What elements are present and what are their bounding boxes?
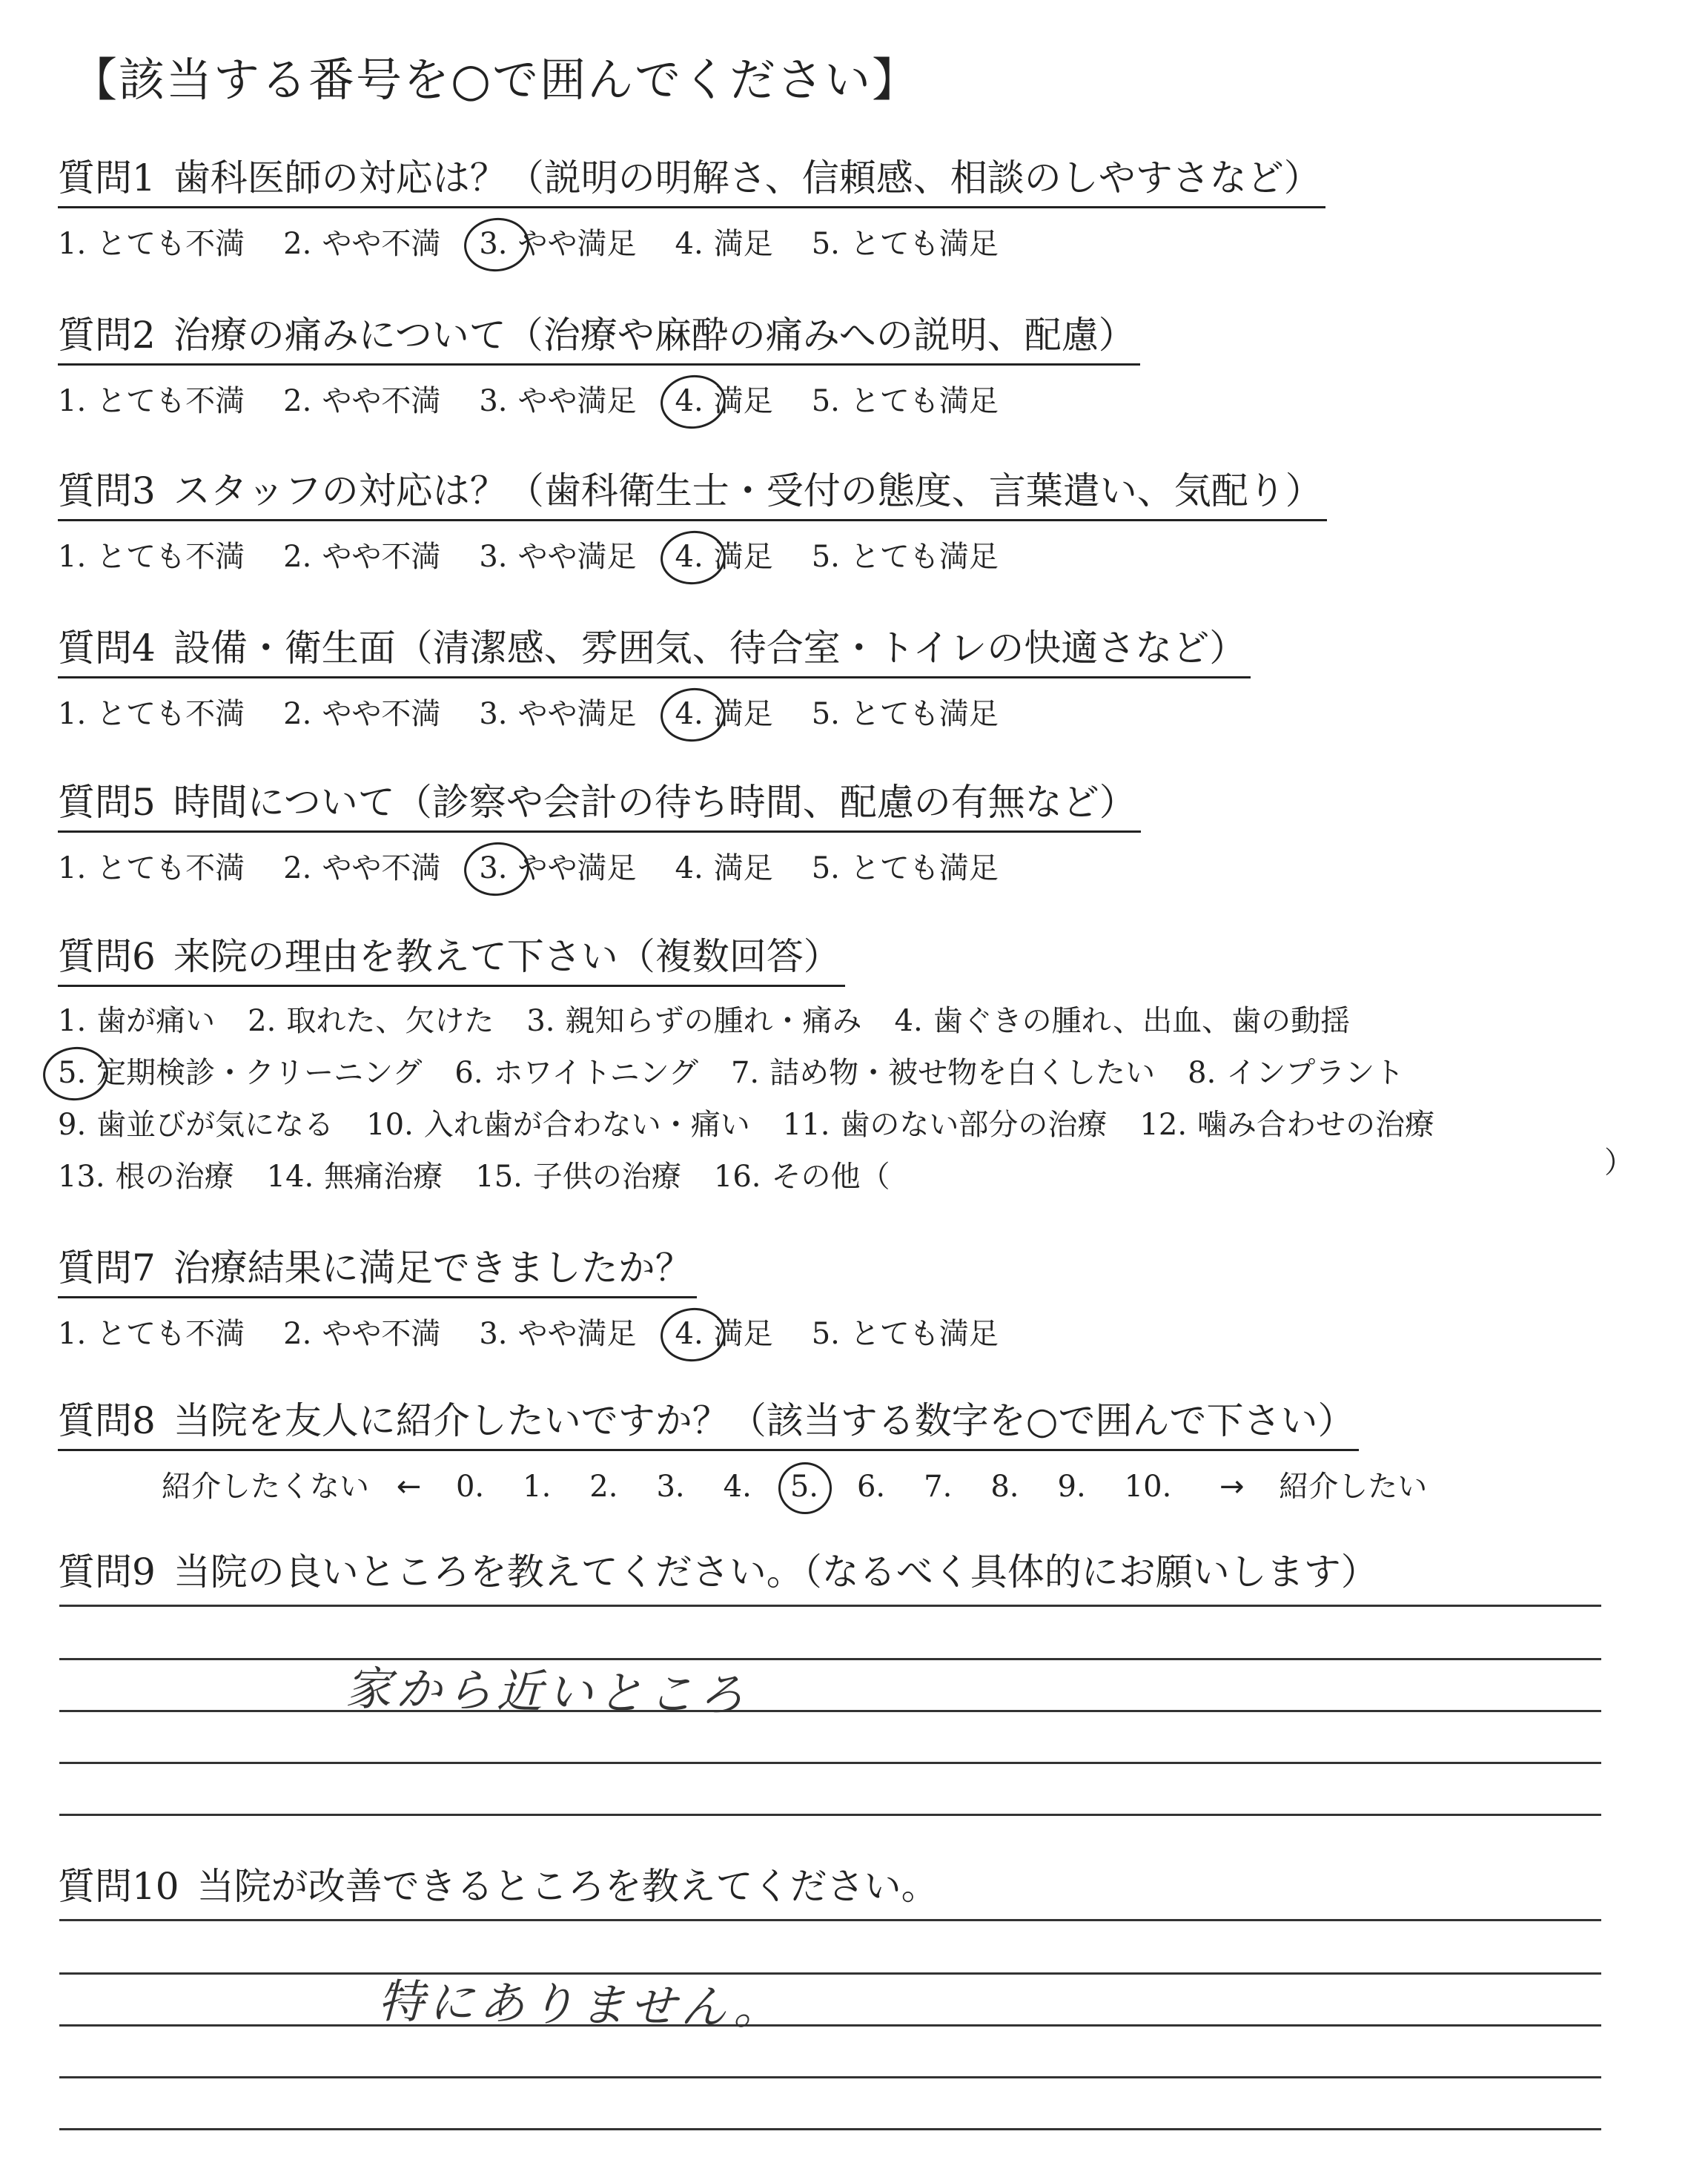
option-label: やや不満 [322,540,441,574]
option-label: とても満足 [850,851,999,885]
option-number: 8. [1188,1056,1217,1090]
option-number: 15. [475,1160,523,1194]
question-6-options [58,997,1467,1195]
question-title [58,618,1251,678]
rating-option-1[interactable] [58,220,245,262]
rating-option-3[interactable] [479,845,636,887]
answer-line [59,2024,1601,2027]
scale-right-label: 紹介したい [1279,1470,1428,1504]
option-number: 1. [58,540,87,574]
reason-option[interactable] [454,1049,698,1091]
question-title [58,461,1327,521]
rating-option-3[interactable] [479,220,636,262]
option-label: 歯ぐきの腫れ、出血、歯の動揺 [933,1004,1351,1038]
option-label: やや満足 [517,1317,637,1351]
answer-line [59,1605,1601,1607]
option-label: やや満足 [517,851,637,885]
question-title [58,148,1325,208]
question-number: 質問6 [58,935,156,978]
option-number: 1. [58,697,87,731]
option-label: ホワイトニング [493,1056,698,1090]
option-label: 満足 [713,384,773,418]
option-number: 3. [479,1317,508,1351]
option-number: 13. [58,1160,105,1194]
option-label: 歯が痛い [96,1004,216,1038]
option-label: 満足 [713,697,773,731]
question-10-title [58,1857,939,1910]
option-label: インプラント [1226,1056,1405,1090]
question-text: 治療結果に満足できましたか？ [173,1246,692,1289]
question-2 [58,305,1140,420]
scale-number-10[interactable]: 10. [1124,1470,1172,1504]
option-label: やや満足 [517,227,637,261]
option-number: 11. [782,1108,830,1142]
rating-option-1[interactable] [58,845,245,887]
question-text: 当院を友人に紹介したいですか？（該当する数字を○で囲んで下さい） [173,1399,1355,1442]
reason-option[interactable] [1188,1049,1404,1091]
question-title [58,1238,697,1298]
question-title [58,773,1141,833]
answer-line [59,1814,1601,1816]
option-number: 2. [248,1004,277,1038]
question-number: 質問3 [58,469,156,512]
question-title [58,305,1140,366]
rating-option-2[interactable] [283,1310,440,1353]
question-text: 歯科医師の対応は？（説明の明解さ、信頼感、相談のしやすさなど） [173,156,1321,199]
rating-option-1[interactable] [58,1310,245,1353]
option-number: 1. [58,227,87,261]
reason-option[interactable] [714,1153,890,1195]
question-5 [58,773,1141,887]
option-label: やや不満 [322,384,441,418]
rating-option-3[interactable] [479,377,636,420]
option-number: 10. [366,1108,414,1142]
question-number: 質問9 [58,1550,156,1593]
question-text: 時間について（診察や会計の待ち時間、配慮の有無など） [173,781,1136,824]
selected-option-number: 4. [675,697,704,731]
question-8 [58,1391,1445,1505]
right-arrow-icon: → [1219,1470,1245,1504]
option-number: 3. [479,697,508,731]
option-label: 取れた、欠けた [286,1004,494,1038]
question-text: 当院の良いところを教えてください。（なるべく具体的にお願いします） [173,1550,1378,1593]
option-number: 2. [283,540,312,574]
rating-option-4[interactable] [675,845,773,887]
question-number: 質問2 [58,314,156,357]
rating-option-2[interactable] [283,690,440,733]
answer-line [59,1658,1601,1660]
option-number: 5. [811,1317,840,1351]
selected-option-number: 4. [675,384,704,418]
reason-option[interactable] [267,1153,443,1195]
option-number: 2. [283,851,312,885]
option-label: その他（ [771,1160,890,1194]
option-number: 2. [283,384,312,418]
rating-option-5[interactable] [812,220,999,262]
rating-option-5[interactable] [812,690,999,733]
option-label: やや不満 [322,697,441,731]
rating-option-4[interactable] [675,533,773,575]
option-number: 1. [58,384,87,418]
rating-option-5[interactable] [812,377,999,420]
rating-option-5[interactable] [812,1310,999,1353]
option-number: 16. [713,1160,761,1194]
other-close-paren: ） [1604,1146,1634,1180]
option-row [58,997,1467,1039]
rating-option-2[interactable] [283,220,440,262]
rating-option-4[interactable] [675,377,773,420]
option-number: 2. [283,697,312,731]
option-number: 4. [675,227,704,261]
answer-line [59,2076,1601,2078]
scale-number-2[interactable]: 2. [589,1470,618,1504]
option-label: 親知らずの腫れ・痛み [565,1004,862,1038]
rating-options [58,533,1327,575]
option-number: 5. [811,540,840,574]
rating-options [58,220,1325,262]
rating-option-5[interactable] [812,533,999,575]
reason-option[interactable] [58,1101,334,1143]
rating-option-4[interactable] [675,1310,773,1353]
option-number: 1. [58,1004,87,1038]
question-number: 質問4 [58,627,156,670]
question-text: 治療の痛みについて（治療や麻酔の痛みへの説明、配慮） [173,314,1136,357]
rating-option-5[interactable] [812,845,999,887]
rating-options [58,845,1141,887]
question-3 [58,461,1327,575]
question-number: 質問1 [58,156,156,199]
option-label: やや不満 [322,1317,441,1351]
option-label: とても不満 [96,1317,245,1351]
rating-options [58,690,1251,733]
rating-option-3[interactable] [479,690,636,733]
rating-options [58,377,1140,420]
option-label: 無痛治療 [324,1160,443,1194]
option-number: 5. [811,697,840,731]
answer-line [59,2128,1601,2130]
reason-option[interactable] [58,997,215,1040]
reason-option[interactable] [783,1101,1108,1143]
scale-number-6[interactable]: 6. [856,1470,886,1504]
handwritten-answer-q9: 家から近いところ [345,1661,749,1723]
question-text: 設備・衛生面（清潔感、雰囲気、待合室・トイレの快適さなど） [173,627,1247,670]
option-label: とても不満 [96,384,245,418]
rating-option-1[interactable] [58,690,245,733]
question-8-title [58,1391,1359,1451]
option-label: 噛み合わせの治療 [1197,1108,1435,1142]
instruction-header: 【該当する番号を○で囲んでください】 [71,53,920,107]
question-6 [58,927,1467,1195]
scale-number-9[interactable]: 9. [1057,1470,1086,1504]
option-label: とても満足 [850,1317,999,1351]
left-arrow-icon: ← [396,1470,422,1504]
option-number: 7. [730,1056,760,1090]
option-number: 3. [479,540,508,574]
option-label: とても不満 [96,697,245,731]
scale-left-label: 紹介したくない [162,1470,369,1504]
scale-number-3[interactable]: 3. [656,1470,685,1504]
option-number: 14. [266,1160,314,1194]
option-number: 9. [58,1108,87,1142]
option-label: やや満足 [517,384,637,418]
option-number: 1. [58,1317,87,1351]
scale-number-0[interactable]: 0. [455,1470,485,1504]
rating-option-4[interactable] [675,220,773,262]
answer-line [59,1762,1601,1764]
option-label: とても満足 [850,540,999,574]
question-number: 質問5 [58,781,156,824]
question-7 [58,1238,1037,1353]
option-number: 5. [811,384,840,418]
option-label: 子供の治療 [532,1160,681,1194]
option-number: 6. [454,1056,483,1090]
option-label: やや不満 [322,227,441,261]
reason-option[interactable] [366,1101,750,1143]
reason-option[interactable] [58,1153,234,1195]
scale-number-1[interactable]: 1. [523,1470,552,1504]
option-number: 5. [811,851,840,885]
option-label: 満足 [713,540,773,574]
option-label: とても不満 [96,227,245,261]
option-label: 満足 [713,227,773,261]
option-number: 1. [58,851,87,885]
option-number: 3. [479,384,508,418]
option-label: 歯のない部分の治療 [840,1108,1108,1142]
option-label: とても不満 [96,540,245,574]
scale-number-8[interactable]: 8. [990,1470,1019,1504]
question-4 [58,618,1251,733]
option-label: とても満足 [850,227,999,261]
option-number: 12. [1139,1108,1188,1142]
question-text: スタッフの対応は？（歯科衛生士・受付の態度、言葉遣い、気配り） [173,469,1323,512]
option-row [58,1101,1467,1143]
option-label: 詰め物・被せ物を白くしたい [769,1056,1156,1090]
option-label: 満足 [713,851,773,885]
rating-option-2[interactable] [283,377,440,420]
reason-option[interactable] [248,997,494,1040]
scale-number-5[interactable]: 5. [790,1470,818,1504]
reason-option[interactable] [1139,1101,1434,1143]
option-label: 満足 [713,1317,773,1351]
reason-option[interactable] [731,1049,1155,1091]
question-number: 質問7 [58,1246,156,1289]
answer-line [59,1919,1601,1921]
rating-option-3[interactable] [479,533,636,575]
question-number: 質問8 [58,1399,156,1442]
question-1 [58,148,1325,262]
reason-option[interactable] [526,997,861,1040]
answer-line [59,1710,1601,1712]
selected-option-number: 4. [675,1317,704,1351]
selected-option-number: 4. [675,540,704,574]
rating-option-1[interactable] [58,377,245,420]
scale-number-4[interactable]: 4. [723,1470,752,1504]
option-row [58,1049,1467,1091]
reason-option[interactable] [475,1153,681,1195]
question-9-title [58,1542,1378,1596]
option-label: とても満足 [850,697,999,731]
question-text: 当院が改善できるところを教えてください。 [196,1865,939,1908]
option-label: 定期検診・クリーニング [96,1056,423,1090]
reason-option[interactable] [58,1049,422,1091]
recommend-scale [58,1463,1445,1505]
option-label: 入れ歯が合わない・痛い [423,1108,750,1142]
selected-option-number: 3. [479,851,508,885]
option-label: とても不満 [96,851,245,885]
option-number: 4. [894,1004,923,1038]
option-row [58,1153,1467,1195]
selected-option-number: 3. [479,227,508,261]
option-number: 2. [283,1317,312,1351]
option-label: やや不満 [322,851,441,885]
option-number: 2. [283,227,312,261]
question-text: 来院の理由を教えて下さい（複数回答） [173,935,841,978]
option-label: やや満足 [517,540,637,574]
option-number: 3. [526,1004,555,1038]
rating-option-3[interactable] [479,1310,636,1353]
rating-options [58,1310,1037,1353]
answer-line [59,1972,1601,1975]
option-label: 根の治療 [115,1160,234,1194]
option-label: やや満足 [517,697,637,731]
option-number: 5. [811,227,840,261]
handwritten-answer-q10: 特にありません。 [377,1974,785,2035]
scale-number-7[interactable]: 7. [924,1470,953,1504]
rating-option-4[interactable] [675,690,773,733]
option-number: 4. [675,851,704,885]
rating-option-2[interactable] [283,533,440,575]
option-label: とても満足 [850,384,999,418]
option-label: 歯並びが気になる [96,1108,334,1142]
reason-option[interactable] [895,997,1351,1040]
rating-option-2[interactable] [283,845,440,887]
question-6-title [58,927,845,987]
selected-option-number: 5. [58,1056,87,1090]
rating-option-1[interactable] [58,533,245,575]
question-number: 質問10 [58,1865,179,1908]
